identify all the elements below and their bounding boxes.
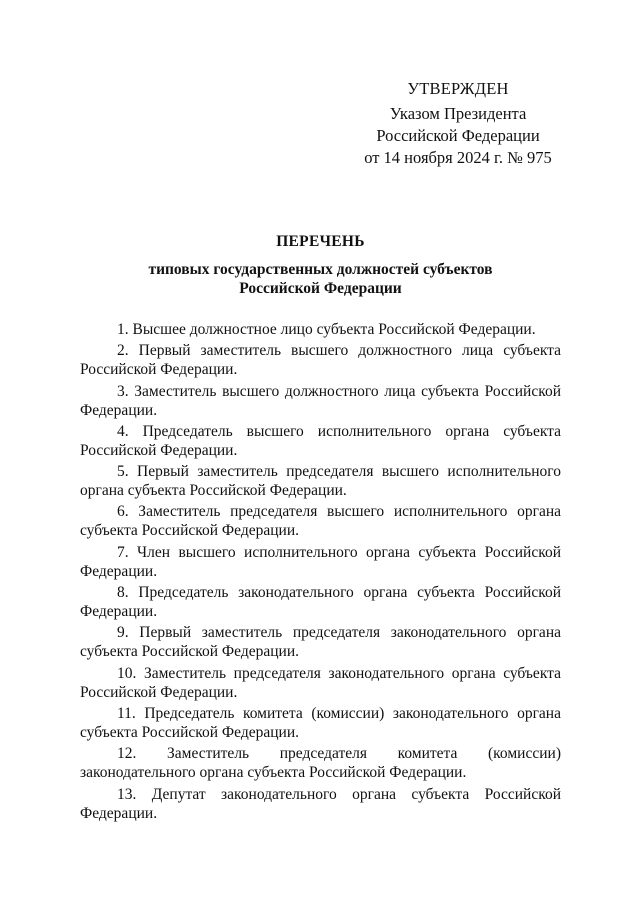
list-item: 10. Заместитель председателя законодательного органа субъекта Российской Федерации. — [80, 664, 561, 701]
list-item: 9. Первый заместитель председателя законодательного органа субъекта Российской Федерации. — [80, 624, 561, 661]
list-item: 8. Председатель законодательного органа субъекта Российской Федерации. — [80, 584, 561, 621]
document-title: ПЕРЕЧЕНЬ — [276, 233, 365, 250]
approval-line-date-number: от 14 ноября 2024 г. № 975 — [364, 148, 552, 167]
list-item: 6. Заместитель председателя высшего исполнительного органа субъекта Российской Федерации. — [80, 503, 561, 540]
document-subtitle-line: типовых государственных должностей субъектов — [148, 261, 493, 278]
list-item: 2. Первый заместитель высшего должностного лица субъекта Российской Федерации. — [80, 342, 561, 379]
list-item: 5. Первый заместитель председателя высшего исполнительного органа субъекта Российской Федерации. — [80, 463, 561, 500]
approval-line-decree: Указом Президента — [389, 104, 527, 123]
document-heading — [80, 232, 561, 298]
list-item: 12. Заместитель председателя комитета (комиссии) законодательного органа субъекта Российской Федерации. — [80, 745, 561, 782]
list-item: 7. Член высшего исполнительного органа субъекта Российской Федерации. — [80, 543, 561, 580]
document-subtitle-line: Российской Федерации — [239, 280, 402, 297]
positions-list — [80, 320, 561, 825]
list-item: 3. Заместитель высшего должностного лица субъекта Российской Федерации. — [80, 382, 561, 419]
list-item: 11. Председатель комитета (комиссии) законодательного органа субъекта Российской Федерации. — [80, 704, 561, 741]
list-item: 4. Председатель высшего исполнительного органа субъекта Российской Федерации. — [80, 422, 561, 459]
list-item: 13. Депутат законодательного органа субъекта Российской Федерации. — [80, 785, 561, 822]
list-item: 1. Высшее должностное лицо субъекта Российской Федерации. — [117, 321, 536, 338]
approval-stamp — [330, 78, 586, 169]
approval-line-country: Российской Федерации — [376, 126, 540, 145]
approved-label: УТВЕРЖДЕН — [407, 79, 509, 98]
